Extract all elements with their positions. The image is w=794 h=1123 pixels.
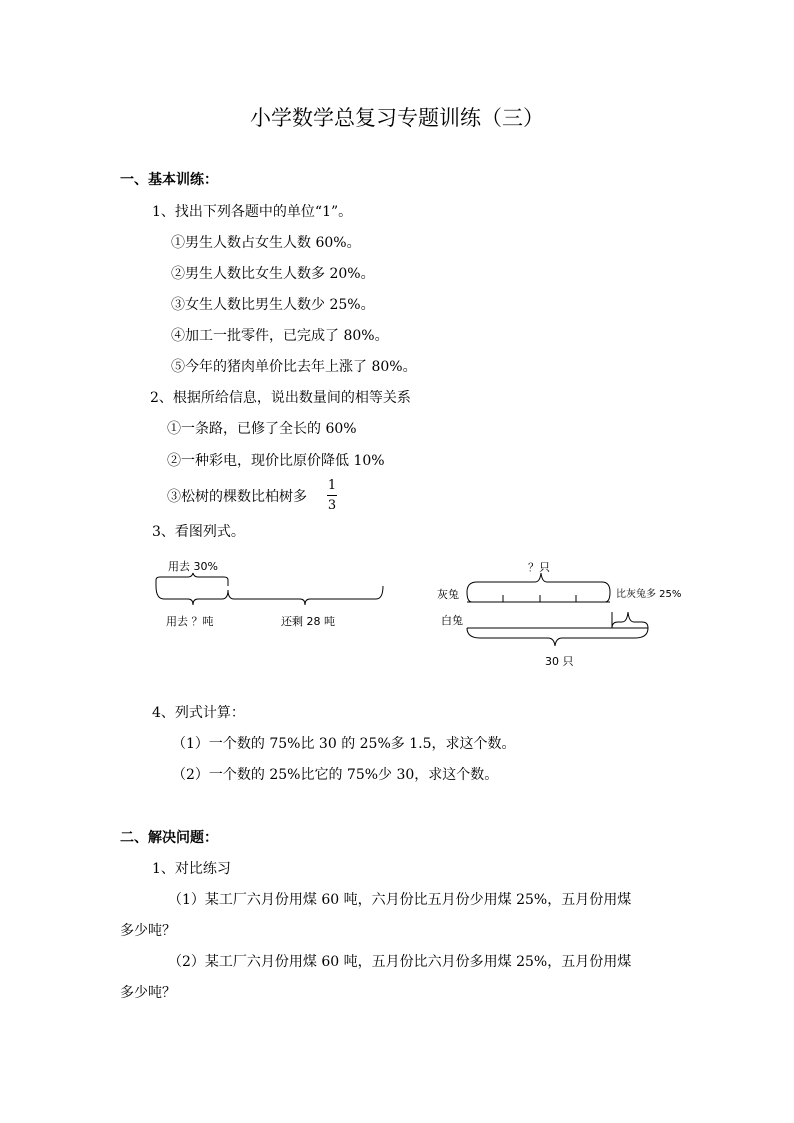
diagram2-bottom-label: 30 只	[545, 655, 574, 668]
q1-item: ②男生人数比女生人数多 20%。	[171, 266, 375, 282]
q1-prompt: 1、找出下列各题中的单位“1”。	[152, 204, 353, 220]
problem-2-line-2: 多少吨？	[120, 985, 176, 1001]
q1-item: ①男生人数占女生人数 60%。	[171, 235, 361, 251]
diagram2-top-label: ？只	[528, 561, 550, 574]
fraction-denominator: 3	[327, 498, 337, 513]
q4-item: （2）一个数的 25%比它的 75%少 30，求这个数。	[172, 767, 499, 783]
q1-item: ④加工一批零件，已完成了 80%。	[171, 328, 389, 344]
section1-heading: 一、基本训练：	[120, 172, 218, 188]
q2-prompt: 2、根据所给信息，说出数量间的相等关系	[150, 390, 411, 406]
diagram1-left-label: 用去 ？吨	[166, 615, 214, 628]
s2-q1-prompt: 1、对比练习	[152, 861, 231, 877]
q2-item: ③松树的棵数比柏树多	[167, 489, 307, 505]
diagram2-extra-label: 比灰兔多 25%	[616, 589, 682, 600]
q2-item: ①一条路，已修了全长的 60%	[167, 421, 357, 437]
q4-item: （1）一个数的 75%比 30 的 25%多 1.5，求这个数。	[172, 736, 516, 752]
problem-2-line-1: （2）某工厂六月份用煤 60 吨，五月份比六月份多用煤 25%，五月份用煤	[168, 954, 632, 970]
problem-1-line-2: 多少吨？	[120, 923, 176, 939]
q1-item: ③女生人数比男生人数少 25%。	[171, 297, 375, 313]
diagram2-row2-label: 白兔	[441, 614, 463, 627]
diagram2-row1-label: 灰兔	[437, 588, 459, 601]
q2-item: ②一种彩电，现价比原价降低 10%	[167, 453, 385, 469]
q3-prompt: 3、看图列式。	[152, 524, 245, 540]
q1-item: ⑤今年的猪肉单价比去年上涨了 80%。	[171, 359, 417, 375]
section2-heading: 二、解决问题：	[120, 830, 218, 846]
page-title: 小学数学总复习专题训练（三）	[250, 106, 544, 130]
q4-prompt: 4、列式计算：	[152, 705, 245, 721]
fraction-numerator: 1	[327, 478, 337, 493]
problem-1-line-1: （1）某工厂六月份用煤 60 吨，六月份比五月份少用煤 25%，五月份用煤	[168, 892, 632, 908]
diagram1-right-label: 还剩 28 吨	[281, 615, 335, 628]
diagram1-top-label: 用去 30%	[168, 560, 218, 573]
